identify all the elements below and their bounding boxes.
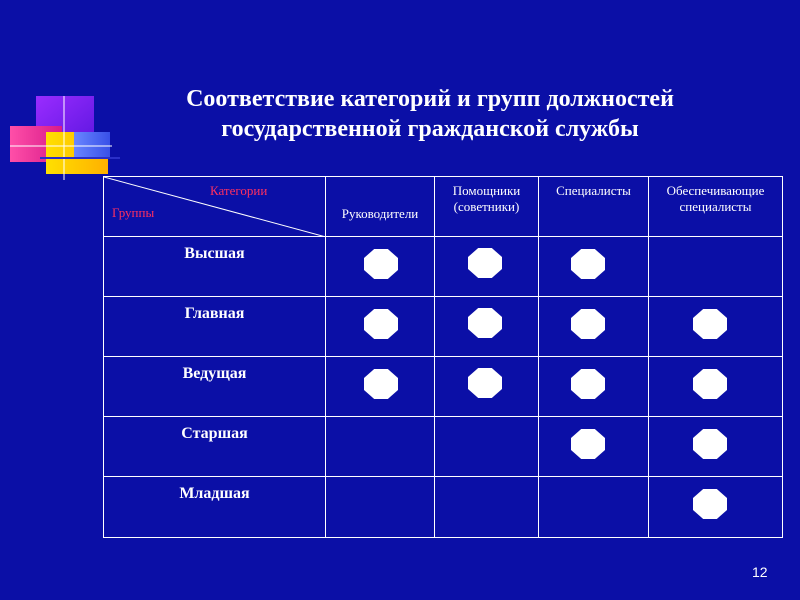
mark-cell: [326, 297, 435, 357]
row-label-cell: Младшая: [104, 477, 326, 538]
mark-cell: [539, 237, 649, 297]
mark-cell: [326, 357, 435, 417]
column-header-label: Обеспечивающие специалисты: [666, 183, 765, 214]
corner-groups-label: Группы: [112, 205, 155, 220]
decorative-squares: [0, 0, 120, 190]
mark-cell: [435, 417, 539, 477]
mark-cell: [539, 297, 649, 357]
mark-cell: [435, 237, 539, 297]
corner-categories-label: Категории: [210, 183, 268, 198]
mark-cell: [326, 477, 435, 538]
octagon-mark-icon: [693, 489, 727, 519]
column-header-label: Помощники (советники): [452, 183, 521, 214]
octagon-mark-icon: [571, 309, 605, 339]
mark-cell: [539, 357, 649, 417]
column-header-label: Специалисты: [556, 183, 631, 198]
corner-header-cell: [104, 177, 326, 237]
mark-cell: [435, 297, 539, 357]
page-number: 12: [752, 564, 768, 580]
table-row: [104, 357, 783, 417]
octagon-mark-icon: [571, 369, 605, 399]
mark-cell: [435, 357, 539, 417]
octagon-mark-icon: [571, 249, 605, 279]
mark-cell: [649, 297, 783, 357]
row-label-cell: Высшая: [104, 237, 326, 297]
octagon-mark-icon: [571, 429, 605, 459]
table-row: [104, 417, 783, 477]
column-header-advisers: [435, 177, 539, 237]
table-row: [104, 237, 783, 297]
octagon-mark-icon: [468, 368, 502, 398]
correspondence-table: [103, 176, 783, 538]
mark-cell: [539, 417, 649, 477]
mark-cell: [539, 477, 649, 538]
mark-cell: [326, 237, 435, 297]
mark-cell: [649, 417, 783, 477]
octagon-mark-icon: [468, 308, 502, 338]
mark-cell: [435, 477, 539, 538]
column-header-managers: [326, 177, 435, 237]
octagon-mark-icon: [693, 369, 727, 399]
octagon-mark-icon: [693, 309, 727, 339]
octagon-mark-icon: [468, 248, 502, 278]
row-label-cell: Главная: [104, 297, 326, 357]
mark-cell: [649, 357, 783, 417]
column-header-specialists: [539, 177, 649, 237]
octagon-mark-icon: [693, 429, 727, 459]
title-line-1: Соответствие категорий и групп должностей: [186, 86, 674, 112]
table-header-row: [104, 177, 783, 237]
column-header-support-specialists: [649, 177, 783, 237]
row-label-cell: Ведущая: [104, 357, 326, 417]
title-line-2: государственной гражданской службы: [221, 116, 639, 142]
octagon-mark-icon: [364, 249, 398, 279]
table-row: [104, 477, 783, 538]
mark-cell: [649, 237, 783, 297]
page-title: [130, 84, 730, 144]
octagon-mark-icon: [364, 369, 398, 399]
row-label-cell: Старшая: [104, 417, 326, 477]
octagon-mark-icon: [364, 309, 398, 339]
column-header-label: Руководители: [341, 206, 419, 221]
table-row: [104, 297, 783, 357]
mark-cell: [649, 477, 783, 538]
mark-cell: [326, 417, 435, 477]
